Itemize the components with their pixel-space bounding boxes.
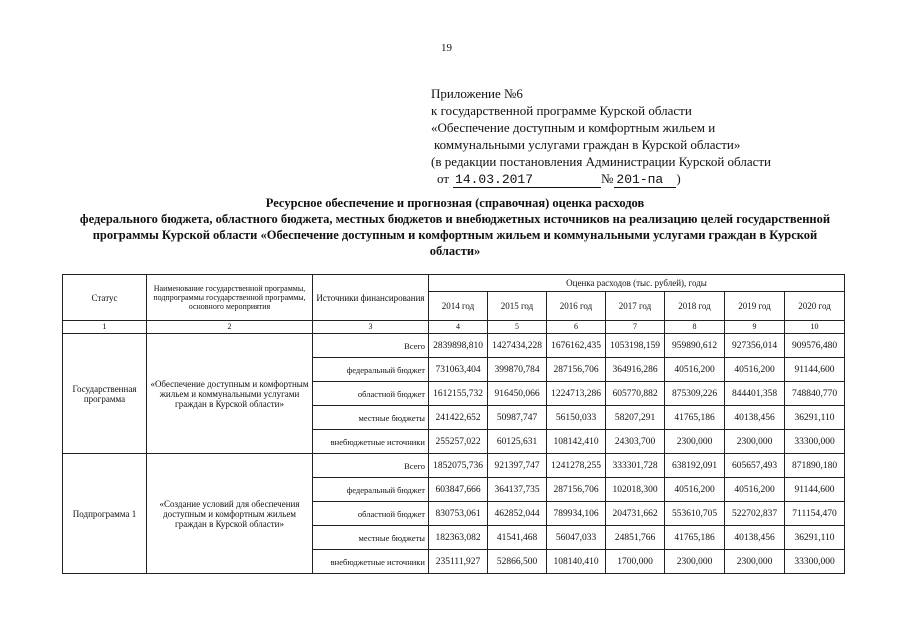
row-value: 41541,468 [488, 526, 547, 550]
table-row [63, 454, 845, 478]
row-source: федеральный бюджет [313, 358, 429, 382]
row-value: 462852,044 [488, 502, 547, 526]
row-program-name: «Создание условий для обеспечения доступным и комфортным жильем граждан в Курской области» [147, 454, 313, 574]
row-value: 909576,480 [785, 334, 845, 358]
appendix-line: (в редакции постановления Администрации Курской области [431, 154, 772, 169]
row-value: 182363,082 [429, 526, 488, 550]
row-value: 605770,882 [606, 382, 665, 406]
row-value: 875309,226 [665, 382, 725, 406]
header-status: Статус [63, 275, 147, 321]
column-index: 2 [147, 321, 313, 334]
row-value: 287156,706 [547, 358, 606, 382]
number-prefix: № [601, 171, 614, 186]
document-title [60, 195, 850, 259]
row-status: Подпрограмма 1 [63, 454, 147, 574]
title-line: программы Курской области «Обеспечение доступным и комфортным жильем и коммунальными услугами граждан в Курской [92, 228, 818, 242]
row-value: 2300,000 [725, 430, 785, 454]
row-value: 108140,410 [547, 550, 606, 574]
closing-bracket: ) [676, 171, 681, 186]
row-value: 56047,033 [547, 526, 606, 550]
row-value: 40138,456 [725, 526, 785, 550]
row-source: Всего [313, 334, 429, 358]
header-year: 2016 год [547, 292, 606, 321]
title-line: федерального бюджета, областного бюджета, местных бюджетов и внебюджетных источников на реализацию целей государственной [79, 212, 831, 226]
header-estimate: Оценка расходов (тыс. рублей), годы [429, 275, 845, 292]
row-value: 2300,000 [665, 430, 725, 454]
row-value: 255257,022 [429, 430, 488, 454]
row-value: 235111,927 [429, 550, 488, 574]
header-year: 2020 год [785, 292, 845, 321]
row-value: 1241278,255 [547, 454, 606, 478]
row-value: 1427434,228 [488, 334, 547, 358]
row-value: 1053198,159 [606, 334, 665, 358]
appendix-line: Приложение №6 [431, 86, 523, 101]
header-name: Наименование государственной программы, подпрограммы государственной программы, основного мероприятия [147, 275, 313, 321]
appendix-block [431, 85, 771, 188]
row-value: 1676162,435 [547, 334, 606, 358]
row-value: 24851,766 [606, 526, 665, 550]
row-value: 1852075,736 [429, 454, 488, 478]
appendix-line: «Обеспечение доступным и комфортным жильем и [431, 120, 716, 135]
row-value: 927356,014 [725, 334, 785, 358]
column-index-row [63, 321, 845, 334]
row-source: областной бюджет [313, 502, 429, 526]
date-prefix: от [437, 171, 450, 186]
row-value: 522702,837 [725, 502, 785, 526]
row-value: 731063,404 [429, 358, 488, 382]
row-value: 204731,662 [606, 502, 665, 526]
resource-table [62, 274, 845, 574]
row-value: 91144,600 [785, 478, 845, 502]
row-value: 1700,000 [606, 550, 665, 574]
row-value: 40516,200 [665, 358, 725, 382]
row-program-name: «Обеспечение доступным и комфортным жильем и коммунальными услугами граждан в Курской области» [147, 334, 313, 454]
header-year: 2014 год [429, 292, 488, 321]
column-index: 3 [313, 321, 429, 334]
row-value: 41765,186 [665, 526, 725, 550]
row-source: местные бюджеты [313, 406, 429, 430]
row-value: 40516,200 [665, 478, 725, 502]
column-index: 9 [725, 321, 785, 334]
column-index: 5 [488, 321, 547, 334]
row-value: 844401,358 [725, 382, 785, 406]
page-number: 19 [441, 42, 452, 54]
row-value: 60125,631 [488, 430, 547, 454]
header-year: 2015 год [488, 292, 547, 321]
row-value: 789934,106 [547, 502, 606, 526]
row-value: 287156,706 [547, 478, 606, 502]
row-value: 58207,291 [606, 406, 665, 430]
row-value: 241422,652 [429, 406, 488, 430]
row-value: 603847,666 [429, 478, 488, 502]
row-status: Государственная программа [63, 334, 147, 454]
row-source: Всего [313, 454, 429, 478]
decree-date: 14.03.2017 [453, 173, 601, 188]
row-value: 36291,110 [785, 406, 845, 430]
row-value: 711154,470 [785, 502, 845, 526]
row-value: 50987,747 [488, 406, 547, 430]
row-value: 91144,600 [785, 358, 845, 382]
row-value: 333301,728 [606, 454, 665, 478]
column-index: 4 [429, 321, 488, 334]
column-index: 7 [606, 321, 665, 334]
decree-date-line [431, 170, 771, 188]
appendix-line: коммунальными услугами граждан в Курской области» [434, 137, 741, 152]
row-value: 399870,784 [488, 358, 547, 382]
row-source: местные бюджеты [313, 526, 429, 550]
decree-number: 201-па [614, 173, 676, 188]
row-value: 553610,705 [665, 502, 725, 526]
row-source: федеральный бюджет [313, 478, 429, 502]
column-index: 8 [665, 321, 725, 334]
row-value: 40516,200 [725, 358, 785, 382]
row-value: 830753,061 [429, 502, 488, 526]
row-value: 41765,186 [665, 406, 725, 430]
row-value: 40138,456 [725, 406, 785, 430]
row-value: 2300,000 [665, 550, 725, 574]
row-value: 871890,180 [785, 454, 845, 478]
row-value: 638192,091 [665, 454, 725, 478]
row-value: 916450,066 [488, 382, 547, 406]
row-value: 33300,000 [785, 430, 845, 454]
row-value: 364137,735 [488, 478, 547, 502]
column-index: 10 [785, 321, 845, 334]
row-value: 2839898,810 [429, 334, 488, 358]
row-value: 33300,000 [785, 550, 845, 574]
row-value: 959890,612 [665, 334, 725, 358]
row-value: 748840,770 [785, 382, 845, 406]
row-value: 921397,747 [488, 454, 547, 478]
row-source: внебюджетные источники [313, 430, 429, 454]
row-value: 102018,300 [606, 478, 665, 502]
row-value: 52866,500 [488, 550, 547, 574]
row-source: областной бюджет [313, 382, 429, 406]
row-value: 108142,410 [547, 430, 606, 454]
row-value: 1612155,732 [429, 382, 488, 406]
row-value: 605657,493 [725, 454, 785, 478]
row-value: 1224713,286 [547, 382, 606, 406]
row-value: 36291,110 [785, 526, 845, 550]
header-sources: Источники финансирования [313, 275, 429, 321]
title-line: области» [429, 244, 481, 258]
row-value: 40516,200 [725, 478, 785, 502]
row-value: 364916,286 [606, 358, 665, 382]
column-index: 6 [547, 321, 606, 334]
row-value: 2300,000 [725, 550, 785, 574]
row-value: 24303,700 [606, 430, 665, 454]
header-year: 2018 год [665, 292, 725, 321]
table-row [63, 334, 845, 358]
column-index: 1 [63, 321, 147, 334]
row-value: 56150,033 [547, 406, 606, 430]
title-line: Ресурсное обеспечение и прогнозная (справочная) оценка расходов [265, 196, 645, 210]
header-year: 2019 год [725, 292, 785, 321]
row-source: внебюджетные источники [313, 550, 429, 574]
appendix-line: к государственной программе Курской области [431, 103, 692, 118]
header-year: 2017 год [606, 292, 665, 321]
